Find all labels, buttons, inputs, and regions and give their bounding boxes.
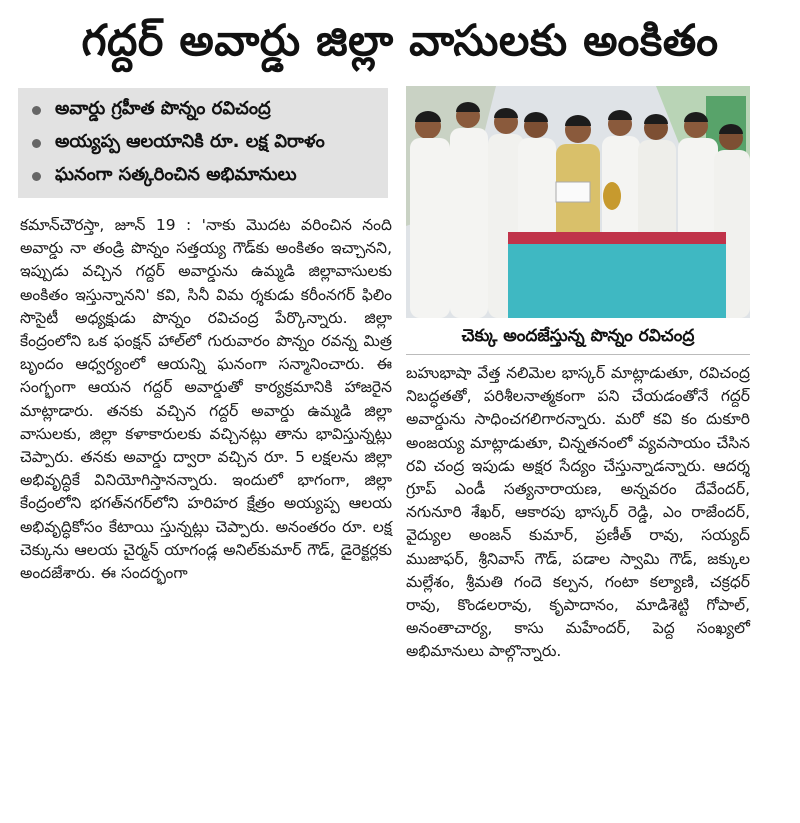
article-column-left [20,214,392,585]
photo-cheque [556,182,590,202]
photo-caption: చెక్కు అందజేస్తున్న పొన్నం రవిచంద్ర [406,318,750,355]
highlight-text: అవార్డు గ్రహీత పొన్నం రవిచంద్ర [55,98,271,119]
event-photo [406,86,750,318]
bullet-dot-icon [32,172,41,181]
bullet-dot-icon [32,106,41,115]
headline: గద్దర్ అవార్డు జిల్లా వాసులకు అంకితం [81,16,719,66]
photo-memento [603,182,621,210]
highlight-text: ఘనంగా సత్కరించిన అభిమానులు [55,164,297,185]
highlight-text: అయ్యప్ప ఆలయానికి రూ. లక్ష విరాళం [55,131,325,152]
event-photo-illustration [406,86,750,318]
highlight-item [32,94,378,127]
article-paragraph: బహుభాషా వేత్త నలిమెల భాస్కర్ మాట్లాడుతూ, రవిచంద్ర నిబద్ధతతో, పరిశీలనాత్మకంగా పని చేయడంతోనే గద్దర్ అవార్డును సాధించగలిగారన్నారు. మరో కవి కం దుకూరి అంజయ్య మాట్లాడుతూ, చిన్నతనంలో వ్యవసాయం చేసిన రవి చంద్ర ఇపుడు అక్షర సేద్యం చేస్తున్నాడన్నారు. ఆదర్శ గ్రూప్ ఎండీ సత్యనారాయణ, అన్నవరం దేవేందర్, నగునూరి శేఖర్, ఆకారపు భాస్కర్ రెడ్డి, ఎం రాజేందర్, వైద్యుల అంజన్ కుమార్, ప్రణీత్ రావు, సయ్యద్ ముజాఫర్, శ్రీనివాస్ గౌడ్, పడాల స్వామి గౌడ్, జక్కుల మల్లేశం, శ్రీమతి గందె కల్పన, గంటా కల్యాణి, చక్రధర్ రావు, కొండలరావు, కృపాదానం, మాడిశెట్టి గోపాల్, అనంతాచార్య, కాసు మహేందర్, పెద్ద సంఖ్యలో అభిమానులు పాల్గొన్నారు. [406,364,750,661]
photo-table [508,240,726,318]
highlights-box [18,88,388,198]
article-column-right [406,362,750,664]
bullet-dot-icon [32,139,41,148]
highlight-item [32,127,378,160]
article-paragraph: కమాన్‌చౌరస్తా, జూన్ 19 : 'నాకు మొదట వరించిన నంది అవార్డు నా తండ్రి పొన్నం సత్తయ్య గౌడ్‌కు అంకితం ఇచ్చానని, ఇప్పుడు వచ్చిన గద్దర్ అవార్డును ఉమ్మడి జిల్లావాసులకు అంకితం ఇస్తున్నాన‌ని' కవి, సినీ విమ ర్శకుడు కరీంనగర్ ఫిలిం సొసైటీ అధ్యక్షుడు పొన్నం రవిచంద్ర పేర్కొన్నారు. జిల్లా కేంద్రంలోని ఒక ఫంక్షన్ హాల్‌లో గురువారం పొన్నం రవన్న మిత్ర బృందం ఆధ్వర్యంలో ఆయన్ని ఘనంగా సన్మానించారు. ఈ సంగ్భంగా ఆయన గద్దర్ అవార్డుతో కార్యక్రమానికి హాజరైన మాట్లాడారు. తనకు వచ్చిన గద్దర్ అవార్డు ఉమ్మడి జిల్లా వాసులకు, జిల్లా కళాకారులకు వచ్చినట్లు తాను భావిస్తున్నట్లు చెప్పారు. తనకు అవార్డు ద్వారా వచ్చిన రూ. 5 లక్షలను జిల్లా అభివృద్ధికే వినియోగిస్తానన్నారు. ఇందులో భాగంగా, జిల్లా కేంద్రంలోని భగత్‌నగర్‌లోని హరిహర క్షేత్రం అయ్యప్ప ఆలయ అభివృద్ధికోసం కేటాయి స్తున్నట్లు చెప్పారు. అనంతరం రూ. లక్ష చెక్కును ఆలయ చైర్మన్ యాగండ్ల అనిల్‌కుమార్ గౌడ్, డైరెక్టర్లకు అందజేశారు. ఈ సందర్భంగా [20,216,392,583]
highlight-item [32,160,378,193]
photo-flowers [508,232,726,244]
